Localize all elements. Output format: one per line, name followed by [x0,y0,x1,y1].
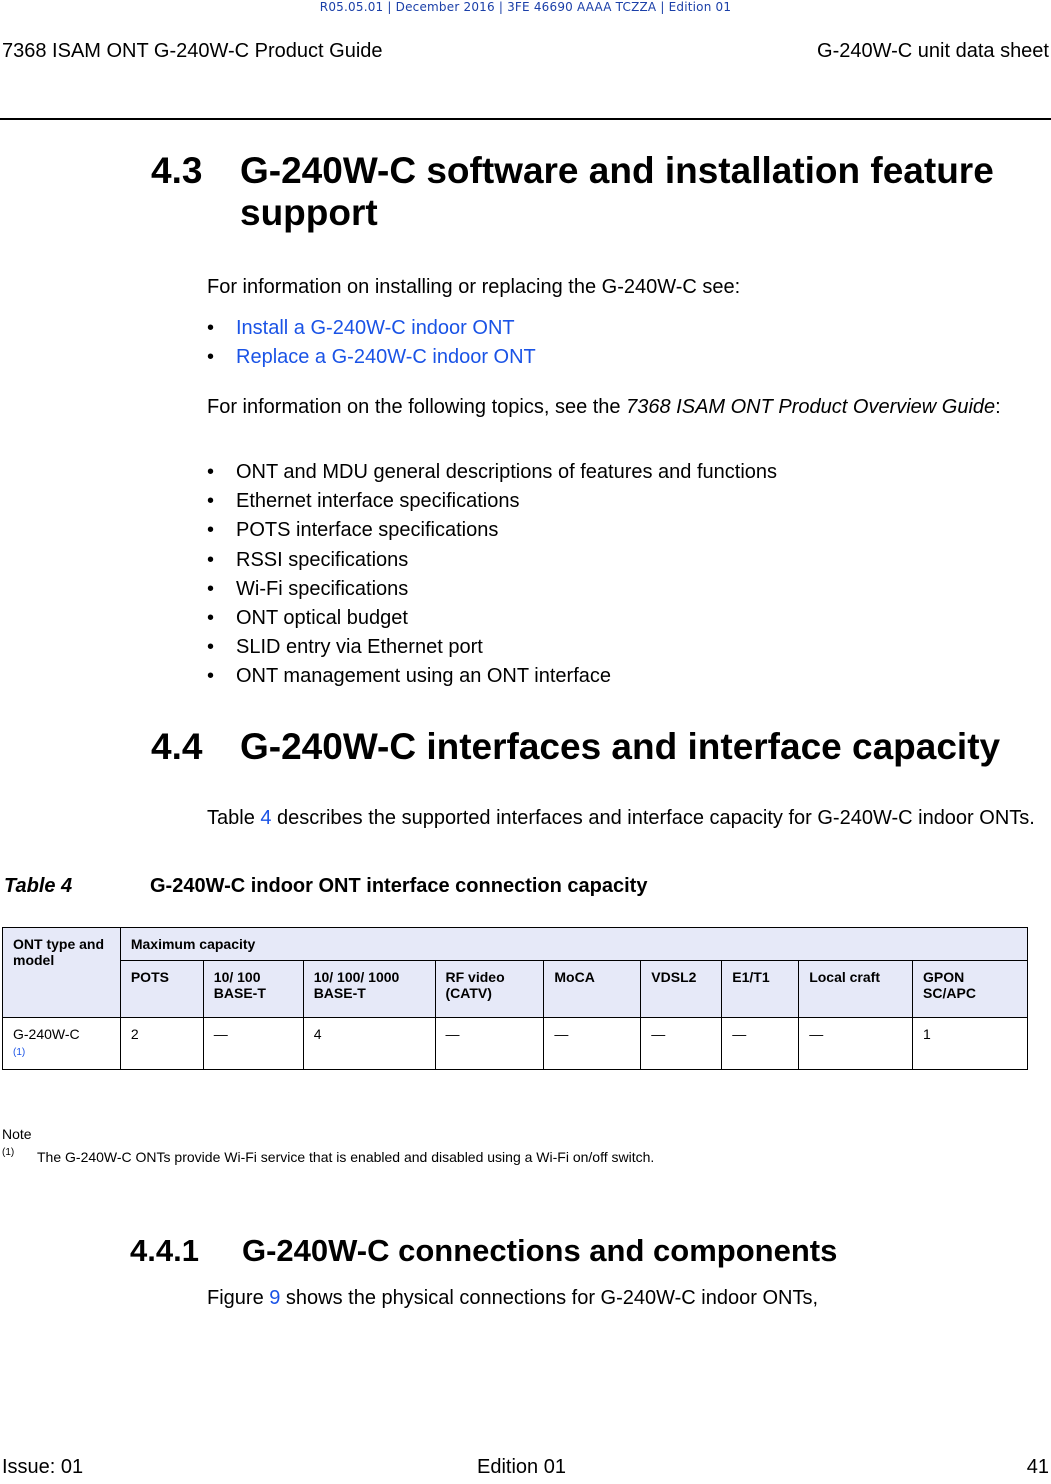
section-4-3-heading [151,150,1031,240]
note-ref: (1) [2,1147,15,1158]
column-header: POTS [120,961,203,1018]
bullet-icon: • [207,346,215,368]
section-4-4-1-number: 4.4.1 [130,1233,199,1268]
header-max-capacity: Maximum capacity [120,928,1027,961]
header-model: ONT type and model [3,928,121,1018]
replace-link[interactable]: Replace a G-240W-C indoor ONT [236,346,536,368]
section-number: 4.4 [151,726,203,767]
install-link[interactable]: Install a G-240W-C indoor ONT [236,317,515,339]
table-cell: — [435,1018,544,1070]
bullet-icon: • [207,317,215,339]
table-cell: 2 [120,1018,203,1070]
footer-issue: Issue: 01 [2,1456,84,1478]
bullet-icon: • [207,578,215,600]
table-cell: 4 [303,1018,435,1070]
table-cell: — [544,1018,641,1070]
caption-label: Table 4 [4,875,73,897]
header-right: G-240W-C unit data sheet [817,40,1049,62]
note-reference-link[interactable]: (1) [13,1047,26,1058]
table-cell: — [799,1018,913,1070]
column-header: 10/ 100 BASE-T [203,961,303,1018]
column-header: GPON SC/APC [913,961,1028,1018]
topic-text: POTS interface specifications [236,519,499,541]
bullet-icon: • [207,490,215,512]
section-title: G-240W-C interfaces and interface capacity [240,726,1001,767]
figure-reference-link[interactable]: 9 [269,1287,281,1309]
table-cell: 1 [913,1018,1028,1070]
table-caption-label [4,875,72,898]
header-rule [0,118,1051,120]
model-name: G-240W-C [13,1026,80,1042]
install-intro: For information on installing or replacing the G-240W-C see: [207,276,741,298]
bullet-icon: • [207,665,215,687]
table-row [3,1018,1028,1070]
figure-intro-paragraph [207,1287,1037,1309]
page-number: 41 [1026,1456,1049,1478]
topic-text: ONT management using an ONT interface [236,665,611,687]
section-4-4-1-title: G-240W-C connections and components [242,1233,838,1268]
para-text: For information on the following topics, see the [207,396,627,418]
para-text: Figure [207,1287,270,1309]
para-text: Table [207,807,261,829]
column-header: 10/ 100/ 1000 BASE-T [303,961,435,1018]
section-number: 4.3 [151,150,203,191]
interface-capacity-table [2,927,1028,1070]
column-header: RF video (CATV) [435,961,544,1018]
para-text: describes the supported interfaces and interface capacity for G-240W-C indoor ONTs. [271,807,1035,829]
topic-text: ONT optical budget [236,607,408,629]
model-cell [3,1018,121,1070]
column-header: E1/T1 [722,961,799,1018]
topic-text: Wi-Fi specifications [236,578,409,600]
section-4-4-heading [151,726,1031,770]
table-cell: — [722,1018,799,1070]
column-header: Local craft [799,961,913,1018]
bullet-icon: • [207,519,215,541]
table-reference-link[interactable]: 4 [260,807,272,829]
header-left: 7368 ISAM ONT G-240W-C Product Guide [2,40,383,62]
para-text: shows the physical connections for G-240W-C indoor ONTs, [280,1287,819,1309]
table-cell: — [203,1018,303,1070]
column-header: MoCA [544,961,641,1018]
para-text: : [995,396,1001,418]
bullet-icon: • [207,549,215,571]
topic-text: ONT and MDU general descriptions of features and functions [236,461,778,483]
table-caption-title: G-240W-C indoor ONT interface connection capacity [150,875,648,897]
column-header: VDSL2 [641,961,722,1018]
bullet-icon: • [207,607,215,629]
footer-edition: Edition 01 [477,1456,566,1478]
overview-paragraph [207,396,1047,418]
table-subheader-row [3,961,1028,1018]
topic-text: RSSI specifications [236,549,409,571]
guide-title: 7368 ISAM ONT Product Overview Guide [626,396,996,418]
bullet-icon: • [207,636,215,658]
document-banner: R05.05.01 | December 2016 | 3FE 46690 AAAA TCZZA | Edition 01 [319,0,732,14]
note-label: Note [2,1126,32,1142]
table-cell: — [641,1018,722,1070]
table-intro-paragraph [207,807,1037,829]
bullet-icon: • [207,461,215,483]
note-text: The G-240W-C ONTs provide Wi-Fi service that is enabled and disabled using a Wi-Fi on/off switch. [37,1149,655,1165]
table-header-row [3,928,1028,961]
topic-text: Ethernet interface specifications [236,490,520,512]
section-title: G-240W-C software and installation feature support [240,150,994,233]
topic-text: SLID entry via Ethernet port [236,636,483,658]
